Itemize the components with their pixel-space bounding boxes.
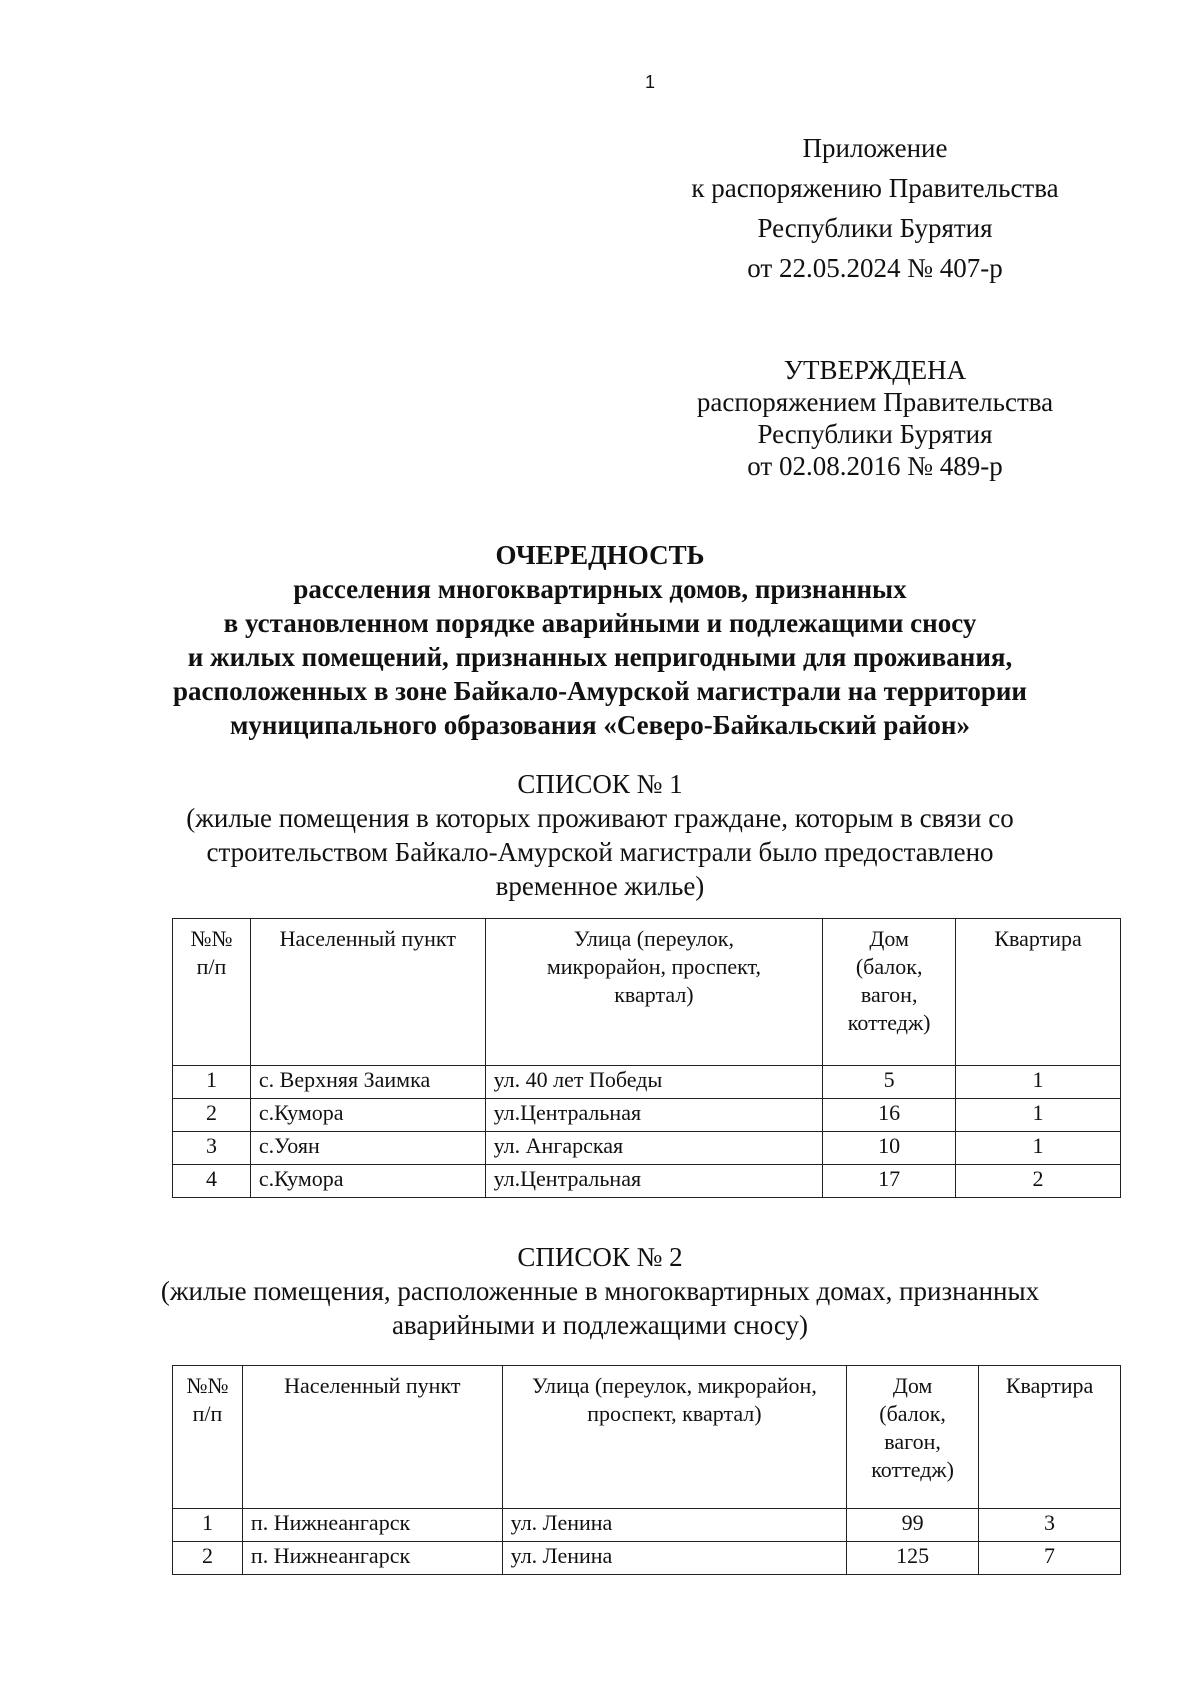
col-number-header: №№ п/п <box>173 1366 243 1509</box>
list2-description-line-2: аварийными и подлежащими сносу) <box>391 1310 809 1340</box>
appendix-line-4: от 22.05.2024 № 407-р <box>747 253 1003 283</box>
approval-block <box>650 354 1100 482</box>
page-number: 1 <box>644 72 655 92</box>
appendix-line-3: Республики Бурятия <box>757 213 993 243</box>
row-apartment: 2 <box>956 1165 1121 1198</box>
col-number-header: №№ п/п <box>173 919 251 1066</box>
row-street: ул.Центральная <box>485 1099 823 1132</box>
table-row <box>173 1099 1121 1132</box>
row-number: 4 <box>173 1165 251 1198</box>
row-number: 2 <box>173 1542 243 1575</box>
row-street: ул. 40 лет Победы <box>485 1066 823 1099</box>
col-house-header: Дом (балок, вагон, коттедж) <box>847 1366 979 1509</box>
table-header-row <box>173 1366 1121 1509</box>
row-house: 99 <box>847 1509 979 1542</box>
row-house: 125 <box>847 1542 979 1575</box>
col-house-header: Дом (балок, вагон, коттедж) <box>823 919 956 1066</box>
title-line-1: ОЧЕРЕДНОСТЬ <box>495 540 705 570</box>
document-title <box>150 538 1050 742</box>
row-street: ул. Ленина <box>502 1542 846 1575</box>
appendix-line-2: к распоряжению Правительства <box>691 173 1059 203</box>
row-locality: п. Нижнеангарск <box>242 1542 502 1575</box>
row-locality: п. Нижнеангарск <box>242 1509 502 1542</box>
list2-description-line-1: (жилые помещения, расположенные в многоквартирных домах, признанных <box>160 1276 1040 1306</box>
row-street: ул.Центральная <box>485 1165 823 1198</box>
col-apartment-header: Квартира <box>979 1366 1121 1509</box>
col-locality-header: Населенный пункт <box>250 919 485 1066</box>
table-row <box>173 1165 1121 1198</box>
row-number: 2 <box>173 1099 251 1132</box>
approval-line-2: распоряжением Правительства <box>696 387 1054 417</box>
row-apartment: 7 <box>979 1542 1121 1575</box>
approval-line-4: от 02.08.2016 № 489-р <box>747 451 1003 481</box>
title-line-2: расселения многоквартирных домов, признанных <box>293 574 907 604</box>
col-apartment-header: Квартира <box>956 919 1121 1066</box>
row-number: 3 <box>173 1132 251 1165</box>
row-apartment: 1 <box>956 1132 1121 1165</box>
list2-heading: СПИСОК № 2 <box>517 1242 683 1272</box>
approval-line-1: УТВЕРЖДЕНА <box>783 355 967 385</box>
row-number: 1 <box>173 1066 251 1099</box>
list1-table <box>172 918 1121 1198</box>
list1-description-line-3: временное жилье) <box>495 871 705 901</box>
row-house: 5 <box>823 1066 956 1099</box>
table-row <box>173 1132 1121 1165</box>
table-row <box>173 1542 1121 1575</box>
list1-description-line-1: (жилые помещения в которых проживают граждане, которым в связи со <box>186 803 1014 833</box>
row-street: ул. Ленина <box>502 1509 846 1542</box>
row-locality: с.Кумора <box>250 1099 485 1132</box>
row-house: 10 <box>823 1132 956 1165</box>
title-line-5: расположенных в зоне Байкало-Амурской магистрали на территории <box>173 676 1027 706</box>
list1-heading: СПИСОК № 1 <box>517 769 683 799</box>
appendix-line-1: Приложение <box>802 133 948 163</box>
row-apartment: 1 <box>956 1066 1121 1099</box>
col-street-header: Улица (переулок, микрорайон, проспект, квартал) <box>485 919 823 1066</box>
table-row <box>173 1509 1121 1542</box>
row-house: 17 <box>823 1165 956 1198</box>
appendix-block <box>650 128 1100 288</box>
title-line-6: муниципального образования «Северо-Байкальский район» <box>230 710 970 740</box>
table-header-row <box>173 919 1121 1066</box>
row-house: 16 <box>823 1099 956 1132</box>
list1-description-line-2: строительством Байкало-Амурской магистрали было предоставлено <box>206 837 994 867</box>
row-locality: с. Верхняя Заимка <box>250 1066 485 1099</box>
row-street: ул. Ангарская <box>485 1132 823 1165</box>
title-line-4: и жилых помещений, признанных непригодными для проживания, <box>187 642 1013 672</box>
title-line-3: в установленном порядке аварийными и подлежащими сносу <box>223 608 977 638</box>
row-locality: с.Кумора <box>250 1165 485 1198</box>
approval-line-3: Республики Бурятия <box>757 419 993 449</box>
col-street-header: Улица (переулок, микрорайон, проспект, квартал) <box>502 1366 846 1509</box>
row-number: 1 <box>173 1509 243 1542</box>
row-locality: с.Уоян <box>250 1132 485 1165</box>
table-row <box>173 1066 1121 1099</box>
list2-table <box>172 1365 1121 1575</box>
row-apartment: 1 <box>956 1099 1121 1132</box>
row-apartment: 3 <box>979 1509 1121 1542</box>
list2-heading-block <box>150 1240 1050 1342</box>
col-locality-header: Населенный пункт <box>242 1366 502 1509</box>
list1-heading-block <box>150 767 1050 903</box>
